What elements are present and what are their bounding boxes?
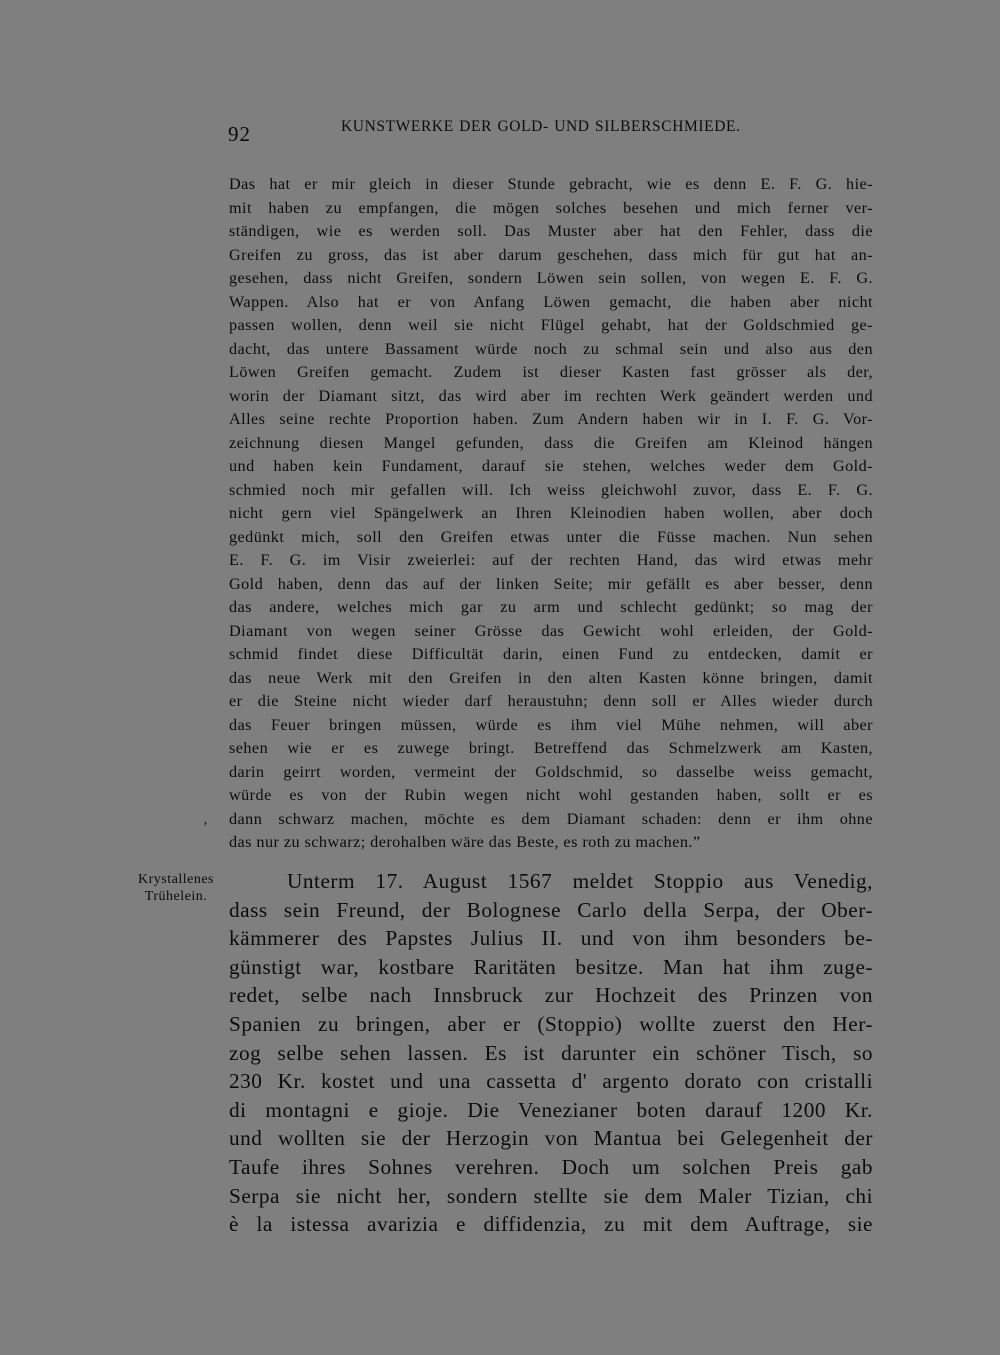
quote-line: darin geirrt worden, vermeint der Goldschmid, so dasselbe weiss gemacht, xyxy=(229,762,873,781)
quote-line: schmied noch mir gefallen will. Ich weiss gleichwohl zuvor, dass E. F. G. xyxy=(229,480,873,499)
body-line: di montagni e gioje. Die Venezianer boten darauf 1200 Kr. xyxy=(229,1097,873,1122)
body-line: redet, selbe nach Innsbruck zur Hochzeit des Prinzen von xyxy=(229,983,873,1008)
quote-line: er die Steine nicht wieder darf heraustuhn; denn soll er Alles wieder durch xyxy=(229,692,873,710)
quote-line: Diamant von wegen seiner Grösse das Gewicht wohl erleiden, der Gold- xyxy=(229,621,873,640)
quote-line: zeichnung diesen Mangel gefunden, dass die Greifen am Kleinod hängen xyxy=(229,433,873,452)
quote-line: dacht, das untere Bassament würde noch zu schmal sein und also aus den xyxy=(229,339,873,358)
body-line: Unterm 17. August 1567 meldet Stoppio aus Venedig, xyxy=(287,869,873,893)
body-line: zog selbe sehen lassen. Es ist darunter ein schöner Tisch, so xyxy=(229,1040,873,1065)
quote-line: Alles seine rechte Proportion haben. Zum Andern haben wir in I. F. G. Vor- xyxy=(229,410,873,428)
quote-line: sehen wie er es zuwege bringt. Betreffend das Schmelzwerk am Kasten, xyxy=(229,739,873,757)
body-line: Serpa sie nicht her, sondern stellte sie dem Maler Tizian, chi xyxy=(229,1183,873,1208)
quote-line: nicht gern viel Spängelwerk an Ihren Kleinodien haben wollen, aber doch xyxy=(229,504,873,522)
stray-mark: ʼ xyxy=(203,820,208,835)
body-line: kämmerer des Papstes Julius II. und von ihm besonders be- xyxy=(229,926,873,951)
body-line: und wollten sie der Herzogin von Mantua bei Gelegenheit der xyxy=(229,1126,873,1151)
margin-note-line: Krystallenes xyxy=(138,872,214,887)
quote-line: Gold haben, denn das auf der linken Seite; mir gefällt es aber besser, denn xyxy=(229,574,873,593)
quote-line: dann schwarz machen, möchte es dem Diamant schaden: denn er ihm ohne xyxy=(229,809,873,828)
body-line: günstigt war, kostbare Raritäten besitze. Man hat ihm zuge- xyxy=(229,954,873,979)
quoted-letter xyxy=(229,173,873,855)
quote-line: passen wollen, denn weil sie nicht Flügel gehabt, hat der Goldschmied ge- xyxy=(229,316,873,334)
quote-line: gesehen, dass nicht Greifen, sondern Löwen sein sollen, von wegen E. F. G. xyxy=(229,269,873,287)
running-head: KUNSTWERKE DER GOLD- UND SILBERSCHMIEDE. xyxy=(341,118,741,135)
quote-line: E. F. G. im Visir zweierlei: auf der rechten Hand, das wird etwas mehr xyxy=(229,551,873,569)
quote-line: Wappen. Also hat er von Anfang Löwen gemacht, die haben aber nicht xyxy=(229,292,873,311)
body-line: è la istessa avarizia e diffidenzia, zu mit dem Auftrage, sie xyxy=(229,1212,873,1237)
quote-line: Das hat er mir gleich in dieser Stunde gebracht, wie es denn E. F. G. hie- xyxy=(229,175,873,193)
body-line: dass sein Freund, der Bolognese Carlo della Serpa, der Ober- xyxy=(229,897,873,922)
quote-line: und haben kein Fundament, darauf sie stehen, welches weder dem Gold- xyxy=(229,457,873,475)
quote-line: ständigen, wie es werden soll. Das Muster aber hat den Fehler, dass die xyxy=(229,222,873,240)
quote-line: mit haben zu empfangen, die mögen solches besehen und mich ferner ver- xyxy=(229,198,873,217)
quote-line: das andere, welches mich gar zu arm und schlecht gedünkt; so mag der xyxy=(229,598,873,616)
quote-line: das nur zu schwarz; derohalben wäre das Beste, es roth zu machen.” xyxy=(229,833,701,851)
quote-line: das neue Werk mit den Greifen in den alten Kasten könne bringen, damit xyxy=(229,668,873,687)
body-line: Taufe ihres Sohnes verehren. Doch um solchen Preis gab xyxy=(229,1154,873,1179)
margin-note-line: Trühelein. xyxy=(144,889,208,904)
quote-line: gedünkt mich, soll den Greifen etwas unter die Füsse machen. Nun sehen xyxy=(229,527,873,546)
quote-line: Greifen zu gross, das ist aber darum geschehen, dass mich für gut hat an- xyxy=(229,245,873,264)
quote-line: Löwen Greifen gemacht. Zudem ist dieser Kasten fast grösser als der, xyxy=(229,363,873,381)
body-paragraph xyxy=(229,867,873,1239)
quote-line: schmid findet diese Difficultät darin, einen Fund zu entdecken, damit er xyxy=(229,645,873,663)
quote-line: worin der Diamant sitzt, das wird aber im rechten Werk geändert werden und xyxy=(229,386,873,405)
quote-line: das Feuer bringen müssen, würde es ihm viel Mühe nehmen, will aber xyxy=(229,715,873,734)
margin-note xyxy=(131,871,221,905)
body-line: Spanien zu bringen, aber er (Stoppio) wollte zuerst den Her- xyxy=(229,1011,873,1036)
body-line: 230 Kr. kostet und una cassetta d' argento dorato con cristalli xyxy=(229,1069,873,1094)
page-number: 92 xyxy=(228,122,251,146)
quote-line: würde es von der Rubin wegen nicht wohl gestanden haben, sollt er es xyxy=(229,786,873,804)
